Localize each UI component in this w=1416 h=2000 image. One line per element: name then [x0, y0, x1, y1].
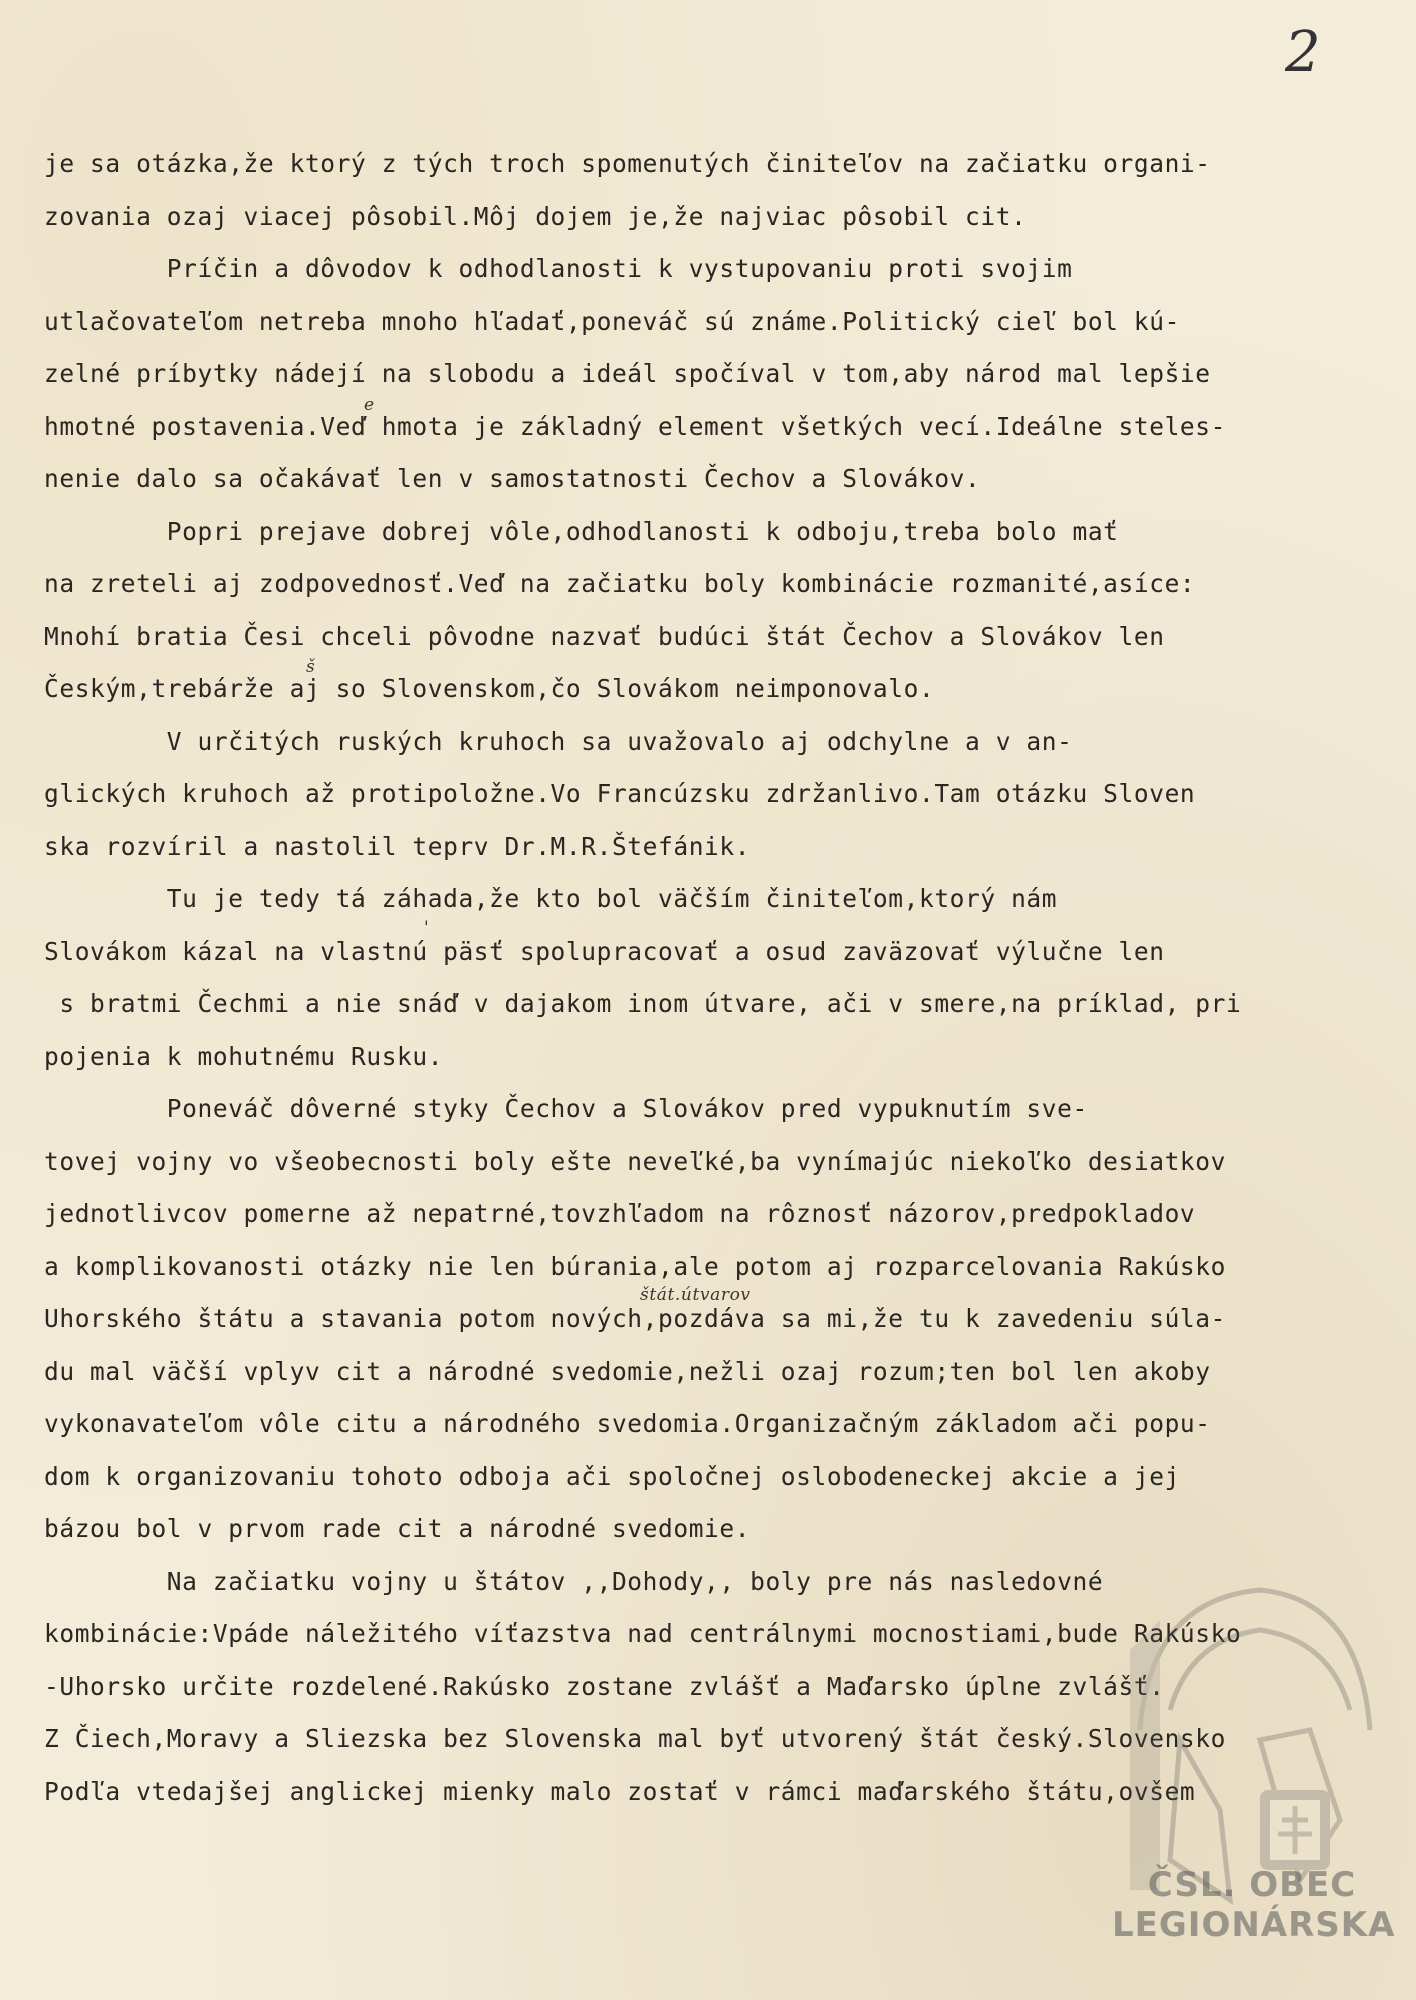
text-line: na zreteli aj zodpovednosť.Veď na začiatku boly kombinácie rozmanité,asíce: — [44, 569, 1196, 598]
text-line: Na začiatku vojny u štátov ,,Dohody,, boly pre nás nasledovné — [44, 1566, 1104, 1596]
text-line: Mnohí bratia Česi chceli pôvodne nazvať budúci štát Čechov a Slovákov len — [44, 621, 1165, 651]
text-line: du mal väčší vplyv cit a národné svedomie,nežli ozaj rozum;ten bol len akoby — [44, 1356, 1211, 1386]
text-line: Poneváč dôverné styky Čechov a Slovákov pred vypuknutím sve- — [44, 1094, 1088, 1123]
text-line: kombinácie:Vpáde náležitého víťazstva nad centrálnymi mocnostiami,bude Rakúsko — [44, 1619, 1242, 1648]
handwritten-insert: e — [364, 394, 375, 415]
text-line: vykonavateľom vôle citu a národného svedomia.Organizačným základom ači popu- — [44, 1409, 1211, 1438]
text-line: Popri prejave dobrej vôle,odhodlanosti k odboju,treba bolo mať — [44, 516, 1119, 546]
text-line: zovania ozaj viacej pôsobil.Môj dojem je,že najviac pôsobil cit. — [44, 201, 1027, 231]
text-line: hmotné postavenia.Veď hmota je základný element všetkých vecí.Ideálne steles- e — [44, 401, 1394, 454]
text-line: Príčin a dôvodov k odhodlanosti k vystupovaniu proti svojim — [44, 254, 1073, 283]
text-line: jednotlivcov pomerne až nepatrné,tovzhľadom na rôznosť názorov,predpokladov — [44, 1199, 1196, 1228]
handwritten-insert: ' — [424, 917, 430, 938]
text-line: tovej vojny vo všeobecnosti boly ešte neveľké,ba vynímajúc niekoľko desiatkov — [44, 1146, 1226, 1176]
handwritten-insert: š — [306, 657, 316, 677]
text-line: utlačovateľom netreba mnoho hľadať,poneváč sú známe.Politický cieľ bol kú- — [44, 306, 1180, 336]
text-line: Slovákom kázal na vlastnú päsť spolupracovať a osud zaväzovať výlučne len ' — [44, 926, 1394, 979]
text-line: a komplikovanosti otázky nie len búrania,ale potom aj rozparcelovania Rakúsko — [44, 1251, 1226, 1281]
page-number: 2 — [1285, 20, 1321, 85]
text-line: Uhorského štátu a stavania potom nových,pozdáva sa mi,že tu k zavedeniu súla- štát.útvarov — [44, 1293, 1394, 1346]
text-line: ska rozvíril a nastolil teprv Dr.M.R.Štefánik. — [44, 831, 751, 861]
text-line: Tu je tedy tá záhada,že kto bol väčším činiteľom,ktorý nám — [44, 884, 1058, 913]
text-line: Z Čiech,Moravy a Sliezska bez Slovenska mal byť utvorený štát český.Slovensko — [44, 1724, 1226, 1753]
seal-caption: ČSL. OBEC LEGIONÁRSKA — [1112, 1865, 1396, 1945]
text-line: nenie dalo sa očakávať len v samostatnosti Čechov a Slovákov. — [44, 464, 981, 493]
text-line: V určitých ruských kruhoch sa uvažovalo aj odchylne a v an- — [44, 726, 1073, 756]
text-line: bázou bol v prvom rade cit a národné svedomie. — [44, 1514, 751, 1543]
text-line: glických kruhoch až protipoložne.Vo Francúzsku zdržanlivo.Tam otázku Sloven — [44, 779, 1196, 808]
text-line: s bratmi Čechmi a nie snáď v dajakom inom útvare, ači v smere,na príklad, pri — [44, 989, 1242, 1018]
handwritten-insert: štát.útvarov — [640, 1285, 751, 1305]
text-line: dom k organizovaniu tohoto odboja ači spoločnej oslobodeneckej akcie a jej — [44, 1461, 1180, 1491]
text-line: Podľa vtedajšej anglickej mienky malo zostať v rámci maďarského štátu,ovšem — [44, 1776, 1196, 1806]
text-line: pojenia k mohutnému Rusku. — [44, 1041, 444, 1071]
text-line: zelné príbytky nádejí na slobodu a ideál spočíval v tom,aby národ mal lepšie — [44, 359, 1211, 388]
text-line: je sa otázka,že ktorý z tých troch spomenutých činiteľov na začiatku organi- — [44, 149, 1211, 178]
text-line: Českým,trebárže aj so Slovenskom,čo Slovákom neimponovalo. š — [44, 663, 1394, 716]
text-line: -Uhorsko určite rozdelené.Rakúsko zostane zvlášť a Maďarsko úplne zvlášť. — [44, 1671, 1165, 1701]
